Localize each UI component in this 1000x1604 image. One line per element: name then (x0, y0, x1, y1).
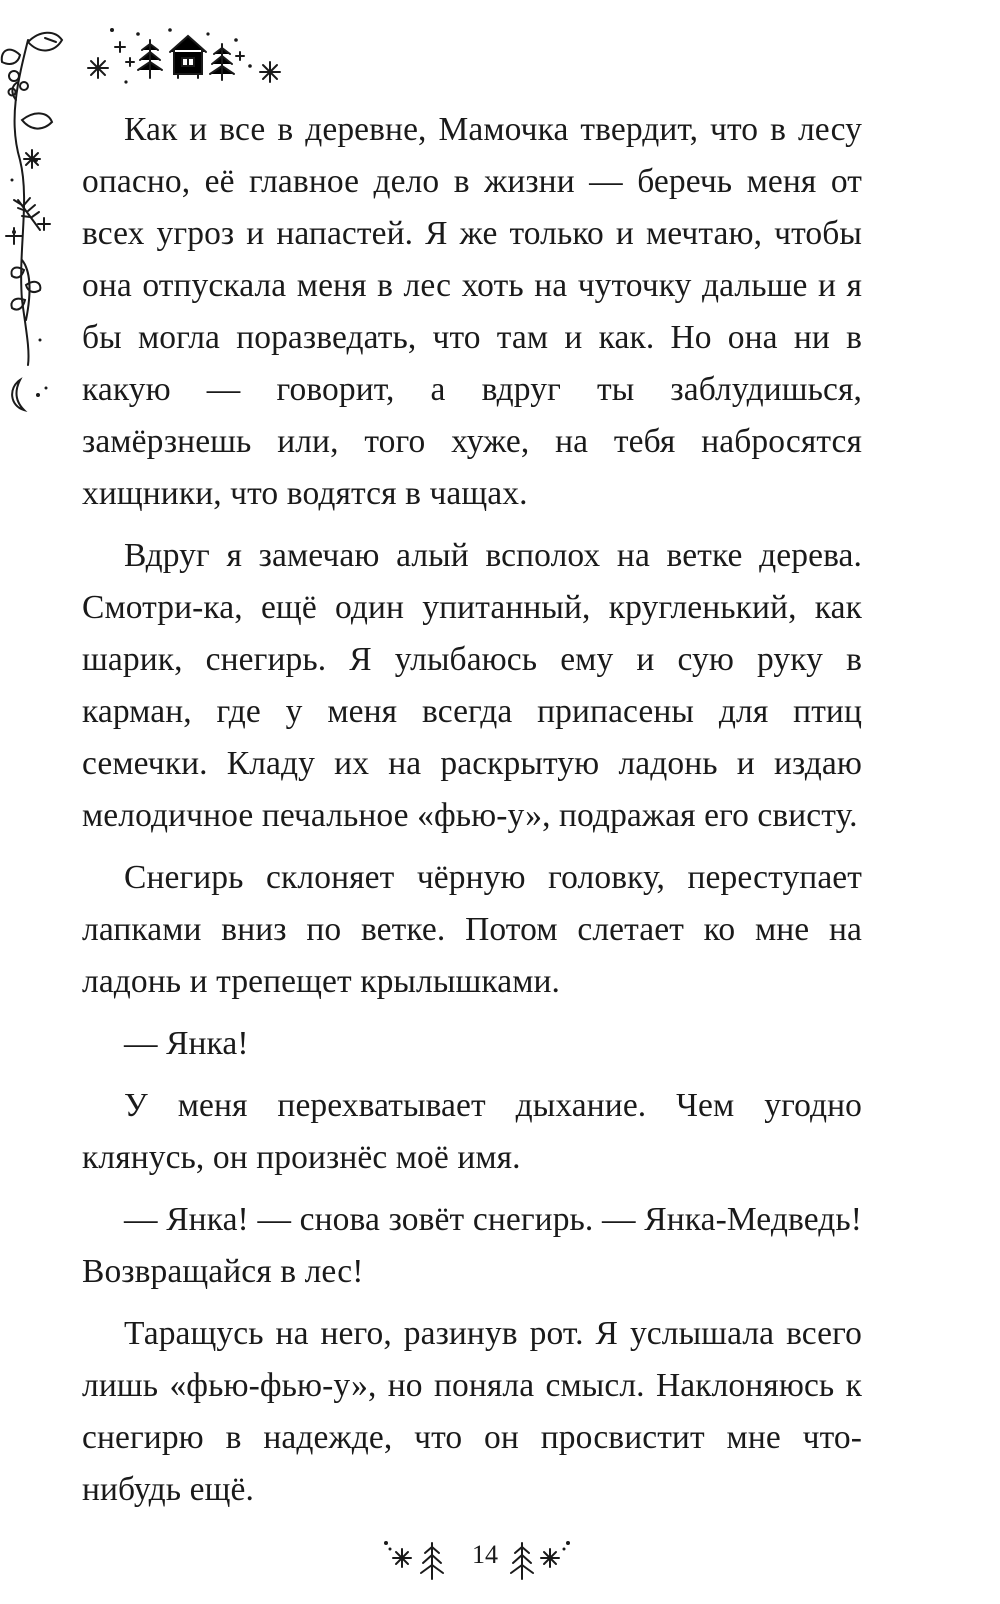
paragraph: Вдруг я замечаю алый всполох на ветке дерева. Смотри-ка, ещё один упитанный, кругленький, как шарик, снегирь. Я улыбаюсь ему и сую руку в карман, где у меня всегда припасены для птиц семечки. Кладу их на раскрытую ладонь и издаю мелодичное печальное «фью-у», подражая его свисту. (82, 537, 862, 834)
paragraph: Снегирь склоняет чёрную головку, переступает лапками вниз по ветке. Потом слетает ко мне на ладонь и трепещет крылышками. (82, 859, 862, 1000)
tree-snowflake-ornament-icon (510, 1535, 580, 1585)
paragraph: Таращусь на него, разинув рот. Я услышала всего лишь «фью-фью-у», но поняла смысл. Наклоняюсь к снегирю в надежде, что он просвистит мне что-нибудь ещё. (82, 1315, 862, 1508)
page-number: 14 (472, 1540, 498, 1569)
snowflake-tree-ornament-icon (380, 1535, 450, 1585)
page-footer (0, 1535, 1000, 1585)
dialogue-line: — Янка! — снова зовёт снегирь. — Янка-Медведь! Возвращайся в лес! (82, 1201, 862, 1290)
body-text (82, 104, 862, 1516)
dialogue-line: — Янка! (124, 1025, 249, 1062)
paragraph: У меня перехватывает дыхание. Чем угодно клянусь, он произнёс моё имя. (82, 1087, 862, 1176)
paragraph: Как и все в деревне, Мамочка твердит, что в лесу опасно, её главное дело в жизни — беречь меня от всех угроз и напастей. Я же только и мечтаю, чтобы она отпускала меня в лес хоть на чуточку дальше и я бы могла поразведать, что там и как. Но она ни в какую — говорит, а вдруг ты заблудишься, замёрзнешь или, того хуже, на тебя набросятся хищники, что водятся в чащах. (82, 111, 862, 512)
